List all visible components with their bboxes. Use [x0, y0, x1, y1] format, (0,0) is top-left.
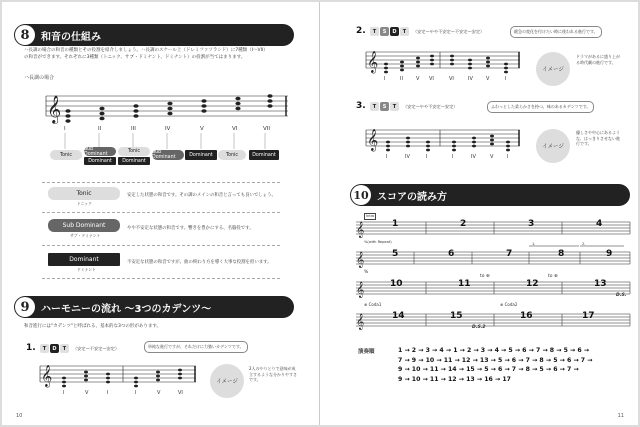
cadence-2-number: 2. [356, 26, 366, 36]
section-9-title: ハーモニーの流れ 〜3つのカデンツ〜 [41, 303, 212, 315]
legend-divider-3 [42, 245, 280, 246]
score-measure-7: 7 [506, 249, 513, 259]
cadence-3-bubble: ふわっとした柔らかさを持つ、味のあるカデンツです。 [487, 101, 594, 113]
cadence-1-roman-2: V [85, 390, 89, 396]
role-chip-IV: Sub Dominant [152, 150, 184, 160]
cadence-3-letter-t2: T [390, 102, 399, 111]
performance-order-line-2: 7 → 9 → 10 → 11 → 12 → 13 → 5 → 6 → 7 → 8 → 5 → 6 → 7 → [398, 356, 593, 364]
cadence-2-letter-s: S [380, 27, 389, 36]
cadence-3-roman-1: I [386, 154, 388, 160]
section-8-header [14, 24, 294, 46]
subheading: ハ長調の場合 [24, 75, 55, 81]
chord-connector-lines [42, 133, 282, 151]
svg-text:𝄞: 𝄞 [356, 252, 365, 268]
cadence-2-roman-5: VI [449, 76, 454, 82]
cadence-2-side-note: ドラマがあるに盛り上がる時代劇の進行です。 [576, 54, 620, 65]
roman-numeral-III: III [131, 126, 136, 132]
cadence-1-staff [38, 360, 198, 388]
cadence-1-roman-4: I [135, 390, 137, 396]
section-10-title: スコアの読み方 [377, 191, 447, 203]
cadence-2-staff [364, 46, 522, 74]
intro-line-1: ハ長調の場合の和音の種類とその役割を紹介しましょう。ハ長調のスケール上（ドレミファソラシド）に7種類（I〜VII） [24, 48, 268, 53]
score-measure-4: 4 [596, 219, 603, 229]
svg-text:𝄞: 𝄞 [356, 314, 365, 330]
cadence-2-roman-1: I [384, 76, 386, 82]
svg-text:𝄞: 𝄞 [47, 95, 62, 123]
legend-dominant-sub: ドミナント [77, 267, 96, 272]
cadence-2-bubble: 緩急の変化を付けたい時に使われる進行です。 [510, 26, 602, 38]
svg-text:𝄞: 𝄞 [367, 129, 379, 151]
legend-subdominant-desc: やや不安定な状態の和音です。響きを豊かにする、名脇役です。 [127, 226, 254, 231]
score-mark-intro: Intro [364, 213, 376, 220]
role-chip-III: Tonic [118, 147, 150, 156]
cadence-3-desc: （安定—やや不安定—安定） [403, 103, 458, 109]
score-measure-1: 1 [392, 219, 399, 229]
svg-text:𝄞: 𝄞 [41, 365, 53, 387]
legend-divider-4 [42, 278, 280, 279]
cadence-1-letter-t2: T [60, 344, 69, 353]
book-spread [2, 2, 638, 425]
cadence-1-roman-5: V [157, 390, 161, 396]
role-chip-III-secondary: Dominant [118, 157, 150, 165]
cadence-3-staff [364, 124, 522, 152]
cadence-1-image: イメージ [210, 364, 244, 398]
score-measure-16: 16 [520, 311, 533, 321]
score-measure-9: 9 [606, 249, 613, 259]
role-chip-VI: Tonic [218, 150, 246, 160]
intro-line-2: の和音ができます。それぞれに3種類（トニック、サブ・ドミナント、ドミナント）の役割が当てはまります。 [24, 54, 246, 60]
section-10-header [350, 184, 630, 206]
score-measure-5: 5 [392, 249, 399, 259]
cadence-1-roman-1: I [63, 390, 65, 396]
cadence-3-number: 3. [356, 101, 366, 111]
performance-order-line-4: 9 → 10 → 11 → 12 → 13 → 16 → 17 [398, 375, 511, 383]
right-page [320, 2, 638, 425]
score-mark-to-coda-2: to ⊕ [548, 274, 558, 279]
section-9-text: 和音進行には"カデンツ"と呼ばれる、基本的な3つの形があります。 [24, 324, 162, 329]
legend-tonic-desc: 安定した状態の和音です。その調のメインの和音と言っても良いでしょう。 [127, 193, 276, 198]
legend-dominant-box: Dominant [48, 253, 120, 266]
score-measure-10: 10 [390, 279, 403, 289]
legend-subdominant-box: Sub Dominant [48, 219, 120, 232]
cadence-2-letter-d: D [390, 27, 399, 36]
svg-text:𝄞: 𝄞 [367, 51, 379, 73]
intro-text [24, 48, 296, 62]
legend-divider-2 [42, 212, 280, 213]
score-mark-ds: D.S. [616, 293, 627, 298]
cadence-3-roman-4: I [452, 154, 454, 160]
section-8-number: 8 [15, 25, 35, 45]
role-chip-II: Sub Dominant [84, 147, 116, 156]
legend-tonic-box: Tonic [48, 187, 120, 200]
cadence-3-label [370, 102, 457, 111]
legend-dominant-desc: 不安定な状態の和音ですが、曲の終わり方を導く大事な役割を担います。 [127, 260, 272, 265]
cadence-3-side-note: 優しさや中心にあるような、はっきりさせない進行です。 [576, 130, 620, 147]
cadence-1-side-note: 2人のやりとりで意味が成立するような分かりやすさです。 [249, 366, 297, 383]
score-mark-segno-2: % [364, 270, 369, 275]
score-mark-coda-2: ⊕ Coda2 [500, 302, 518, 307]
cadence-2-roman-8: I [505, 76, 507, 82]
page-number-right: 11 [617, 413, 624, 419]
section-10-number: 10 [351, 185, 371, 205]
score-mark-coda-1: ⊕ Coda1 [364, 302, 382, 307]
score-measure-14: 14 [392, 311, 405, 321]
roman-numeral-II: II [98, 126, 102, 132]
cadence-2-roman-2: II [400, 76, 403, 82]
cadence-1-roman-3: I [107, 390, 109, 396]
performance-order-line-1: 1 → 2 → 3 → 4 → 1 → 2 → 3 → 4 → 5 → 6 → 7 → 8 → 5 → 6 → [398, 347, 590, 354]
cadence-2-letter-t1: T [370, 27, 379, 36]
cadence-2-label [370, 27, 484, 36]
left-page [2, 2, 320, 425]
score-mark-volta-2: 2. [582, 242, 586, 246]
svg-text:𝄞: 𝄞 [356, 222, 365, 238]
cadence-2-roman-7: V [486, 76, 490, 82]
cadence-1-letter-t1: T [40, 344, 49, 353]
page-number-left: 10 [16, 413, 23, 419]
score-measure-8: 8 [558, 249, 565, 259]
cadence-1-label [40, 344, 119, 353]
score-measure-2: 2 [460, 219, 467, 229]
roman-numeral-IV: IV [165, 126, 171, 132]
cadence-2-letter-t2: T [400, 27, 409, 36]
score-mark-segno: %(with Repeat) [364, 240, 392, 244]
cadence-3-roman-7: I [507, 154, 509, 160]
cadence-1-letter-d: D [50, 344, 59, 353]
cadence-3-roman-3: I [426, 154, 428, 160]
cadence-2-image: イメージ [536, 52, 570, 86]
cadence-3-roman-5: IV [471, 154, 476, 160]
roman-numeral-I: I [64, 126, 66, 132]
score-mark-ds2: D.S.2 [472, 325, 486, 330]
score-measure-3: 3 [528, 219, 535, 229]
cadence-2-roman-3: V [416, 76, 420, 82]
cadence-3-letter-s: S [380, 102, 389, 111]
role-chip-II-secondary: Dominant [84, 157, 116, 165]
section-9-number: 9 [15, 297, 35, 317]
cadence-1-bubble: 単純な進行ですが、それだけに力強いカデンツです。 [144, 341, 248, 353]
section-8-title: 和音の仕組み [41, 31, 101, 43]
role-chip-VII: Dominant [249, 150, 279, 160]
section-9-header [14, 296, 294, 318]
role-chip-I: Tonic [50, 150, 82, 160]
cadence-2-roman-4: VI [429, 76, 434, 82]
svg-text:𝄞: 𝄞 [356, 282, 365, 298]
cadence-1-desc: （安定—不安定—安定） [73, 345, 120, 351]
cadence-3-image: イメージ [536, 129, 570, 163]
score-measure-17: 17 [582, 311, 595, 321]
score-measure-11: 11 [458, 279, 471, 289]
legend-divider-1 [42, 182, 280, 183]
cadence-1-number: 1. [26, 343, 36, 353]
cadence-3-letter-t1: T [370, 102, 379, 111]
score-measure-6: 6 [448, 249, 455, 259]
c-major-chord-staff [42, 88, 292, 124]
role-chip-V: Dominant [185, 150, 217, 160]
cadence-2-roman-6: IV [468, 76, 473, 82]
performance-order-sequence [398, 346, 592, 384]
cadence-3-roman-2: IV [405, 154, 410, 160]
score-measure-15: 15 [450, 311, 463, 321]
performance-order-label: 演奏順 [358, 349, 375, 355]
score-measure-13: 13 [594, 279, 607, 289]
score-mark-volta-1: 1. [532, 242, 536, 246]
cadence-3-roman-6: V [490, 154, 494, 160]
score-staves [354, 212, 632, 342]
cadence-1-roman-6: VI [178, 390, 183, 396]
cadence-2-desc: （安定—やや不安定—不安定—安定） [413, 28, 485, 34]
performance-order-line-3: 9 → 10 → 11 → 14 → 15 → 5 → 6 → 7 → 8 → 5 → 6 → 7 → [398, 366, 579, 374]
score-measure-12: 12 [526, 279, 539, 289]
roman-numeral-V: V [200, 126, 204, 132]
roman-numeral-VI: VI [232, 126, 238, 132]
roman-numeral-VII: VII [263, 126, 271, 132]
legend-tonic-sub: トニック [77, 201, 92, 206]
score-mark-to-coda-1: to ⊕ [480, 274, 490, 279]
legend-subdominant-sub: サブ・ドミナント [70, 233, 101, 238]
